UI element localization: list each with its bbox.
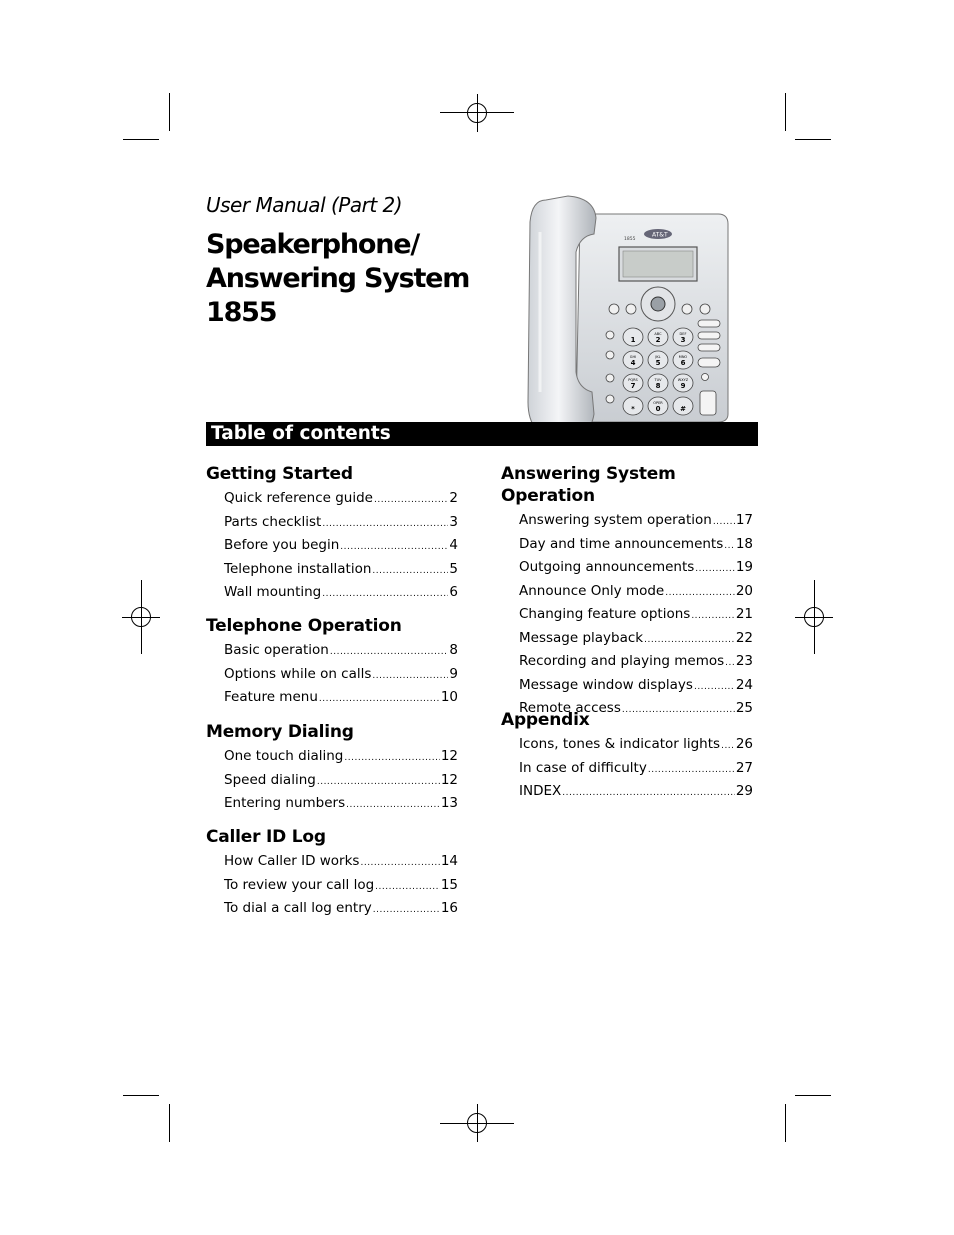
brand-text: AT&T [652,231,668,239]
toc-entry[interactable] [224,792,458,816]
keypad-key-letters: PQRS [628,378,638,382]
toc-entry-page: 2 [449,490,458,506]
crop-mark [795,1095,831,1096]
toc-entry[interactable] [224,663,458,687]
toc-section [206,615,458,710]
toc-entry[interactable] [224,511,458,535]
registration-mark [141,580,142,654]
toc-entry-page: 21 [735,606,753,622]
title-line: Speakerphone/ [206,229,420,260]
toc-entry[interactable] [519,533,753,557]
keypad-key-label: 2 [655,336,661,344]
crop-mark [795,139,831,140]
toc-section [206,463,458,605]
leader-dots [319,688,440,712]
toc-entry[interactable] [224,639,458,663]
toc-entry[interactable] [224,558,458,582]
toc-entry-label: Telephone installation [224,560,372,577]
leader-dots [694,676,735,700]
toc-entry-label: Before you begin [224,537,340,553]
toc-entry[interactable] [519,780,753,804]
toc-entry-page: 6 [449,584,458,600]
leader-dots [721,735,735,759]
toc-entry-page: 29 [735,783,753,799]
toc-entry-label: Options while on calls [224,665,372,682]
leader-dots [322,513,448,537]
toc-entry-label: Day and time announcements [519,535,724,552]
toc-entry-label: Parts checklist [224,513,322,530]
toc-entry[interactable] [519,556,753,580]
toc-entry-page: 15 [440,876,458,893]
toc-entry-page: 3 [449,513,458,530]
section-title: Getting Started [206,464,353,484]
toc-entry-label: Announce Only mode [519,582,665,599]
toc-entry-page: 12 [440,748,458,764]
toc-entry-page: 5 [449,560,458,577]
keypad-key-label: 3 [680,336,686,344]
toc-entry-label: Quick reference guide [224,490,373,506]
registration-mark [814,580,815,654]
toc-entry-page: 16 [440,900,458,916]
toc-entry[interactable] [519,650,753,674]
registration-mark [477,94,478,132]
toc-entry[interactable] [224,897,458,921]
title-line: 1855 [206,297,277,328]
toc-entry[interactable] [224,850,458,874]
toc-entry[interactable] [224,487,458,511]
toc-entry-page: 27 [735,759,753,776]
keypad-key-letters: DEF [679,332,687,336]
leader-dots [713,511,735,535]
keypad-key [648,397,668,415]
toc-entry[interactable] [519,509,753,533]
leader-dots [317,771,440,795]
page-title [206,228,506,330]
leader-dots [372,560,448,584]
keypad-key [648,351,668,369]
leader-dots [360,852,439,876]
leader-dots [340,536,448,560]
toc-entry-page: 14 [440,853,458,869]
toc-entry-label: Remote access [519,700,621,716]
leader-dots [330,641,449,665]
keypad-key-label: 0 [655,405,661,413]
toc-entry-page: 24 [735,676,753,693]
toc-entry-label: Feature menu [224,689,318,705]
leader-dots [562,782,735,806]
keypad-key [623,374,643,392]
leader-dots [346,794,440,818]
keypad-key-label: # [680,405,686,413]
toc-entry[interactable] [519,580,753,604]
keypad-key [673,397,693,415]
toc-entry[interactable] [519,757,753,781]
crop-mark [169,1104,170,1142]
toc-entry-label: In case of difficulty [519,759,647,776]
model-text: 1855 [624,237,636,242]
leader-dots [322,583,448,607]
toc-entry[interactable] [519,627,753,651]
leader-dots [373,899,440,923]
keypad-key [673,328,693,346]
section-title: Caller ID Log [206,827,326,847]
keypad-key-letters: OPER [653,401,663,405]
toc-entry[interactable] [224,581,458,605]
toc-entry-page: 25 [735,700,753,716]
keypad-key-letters: MNO [678,355,688,359]
toc-entry-page: 23 [735,653,753,669]
keypad-key-letters: GHI [629,355,637,359]
section-title: Appendix [501,710,590,730]
leader-dots [648,759,735,783]
crop-mark [785,93,786,131]
toc-entry-page: 9 [449,665,458,682]
toc-entry[interactable] [519,733,753,757]
toc-entry-label: To review your call log [224,876,375,893]
toc-section [501,709,753,804]
leader-dots [375,876,440,900]
toc-entry-label: Wall mounting [224,584,322,600]
leader-dots [691,605,735,629]
toc-entry-label: Recording and playing memos [519,653,725,669]
keypad-key [623,328,643,346]
section-title: Memory Dialing [206,722,354,742]
crop-mark [169,93,170,131]
toc-entry[interactable] [224,534,458,558]
toc-entry[interactable] [224,769,458,793]
toc-entry-label: Message playback [519,629,644,646]
keypad-key [623,397,643,415]
toc-entry-page: 10 [440,689,458,705]
leader-dots [374,489,448,513]
toc-entry-label: How Caller ID works [224,853,360,869]
keypad-key-label: 6 [680,359,686,367]
toc-heading-bar [206,422,758,446]
toc-entry-label: Entering numbers [224,795,346,811]
keypad-key-label: 7 [630,382,636,390]
toc-entry-label: To dial a call log entry [224,900,372,916]
toc-entry-label: Outgoing announcements [519,559,695,575]
title-line: Answering System [206,263,470,294]
toc-entry[interactable] [519,603,753,627]
toc-entry-label: Answering system operation [519,512,712,528]
keypad-key-label: 8 [655,382,661,390]
keypad-key-label: * [631,405,635,413]
toc-entry-page: 8 [449,642,458,658]
keypad-key-label: 1 [630,336,636,344]
leader-dots [665,582,735,606]
toc-entry[interactable] [224,686,458,710]
toc-entry-page: 19 [735,559,753,575]
toc-entry-label: INDEX [519,783,562,799]
toc-entry-label: Icons, tones & indicator lights [519,736,721,752]
crop-mark [785,1104,786,1142]
leader-dots [724,535,735,559]
toc-entry-page: 13 [440,795,458,811]
keypad-key-label: 9 [680,382,686,390]
keypad-key [623,351,643,369]
phone-illustration [518,192,732,442]
registration-mark [477,1104,478,1142]
manual-subtitle: User Manual (Part 2) [206,193,403,217]
toc-heading: Table of contents [211,423,391,444]
toc-entry-page: 20 [735,582,753,599]
leader-dots [372,665,448,689]
toc-entry-label: Changing feature options [519,606,691,622]
toc-entry-page: 18 [735,535,753,552]
keypad-key [648,374,668,392]
toc-entry-label: Speed dialing [224,771,316,788]
toc-section [501,463,753,721]
keypad-key-letters: ABC [654,332,662,336]
toc-entry[interactable] [519,674,753,698]
section-title: Telephone Operation [206,616,402,636]
toc-entry-label: Basic operation [224,642,329,658]
leader-dots [344,747,439,771]
section-title: Answering System Operation [501,464,676,506]
toc-section [206,721,458,816]
toc-entry-page: 26 [735,736,753,752]
keypad-key-letters: WXYZ [677,378,689,382]
toc-entry-page: 17 [735,512,753,528]
toc-entry-page: 22 [735,629,753,646]
toc-entry[interactable] [224,874,458,898]
keypad-key [673,374,693,392]
keypad-key [673,351,693,369]
keypad-key-letters: JKL [655,355,661,359]
leader-dots [725,652,735,676]
toc-section [206,826,458,921]
keypad-key [648,328,668,346]
keypad-key-letters: TUV [654,378,662,382]
toc-entry-label: Message window displays [519,676,693,693]
crop-mark [123,1095,159,1096]
crop-mark [123,139,159,140]
toc-entry-label: One touch dialing [224,748,344,764]
leader-dots [644,629,735,653]
toc-entry[interactable] [224,745,458,769]
keypad-key-label: 5 [655,359,661,367]
leader-dots [695,558,735,582]
toc-entry-page: 4 [449,537,458,553]
toc-entry-page: 12 [440,771,458,788]
keypad-key-label: 4 [630,359,636,367]
